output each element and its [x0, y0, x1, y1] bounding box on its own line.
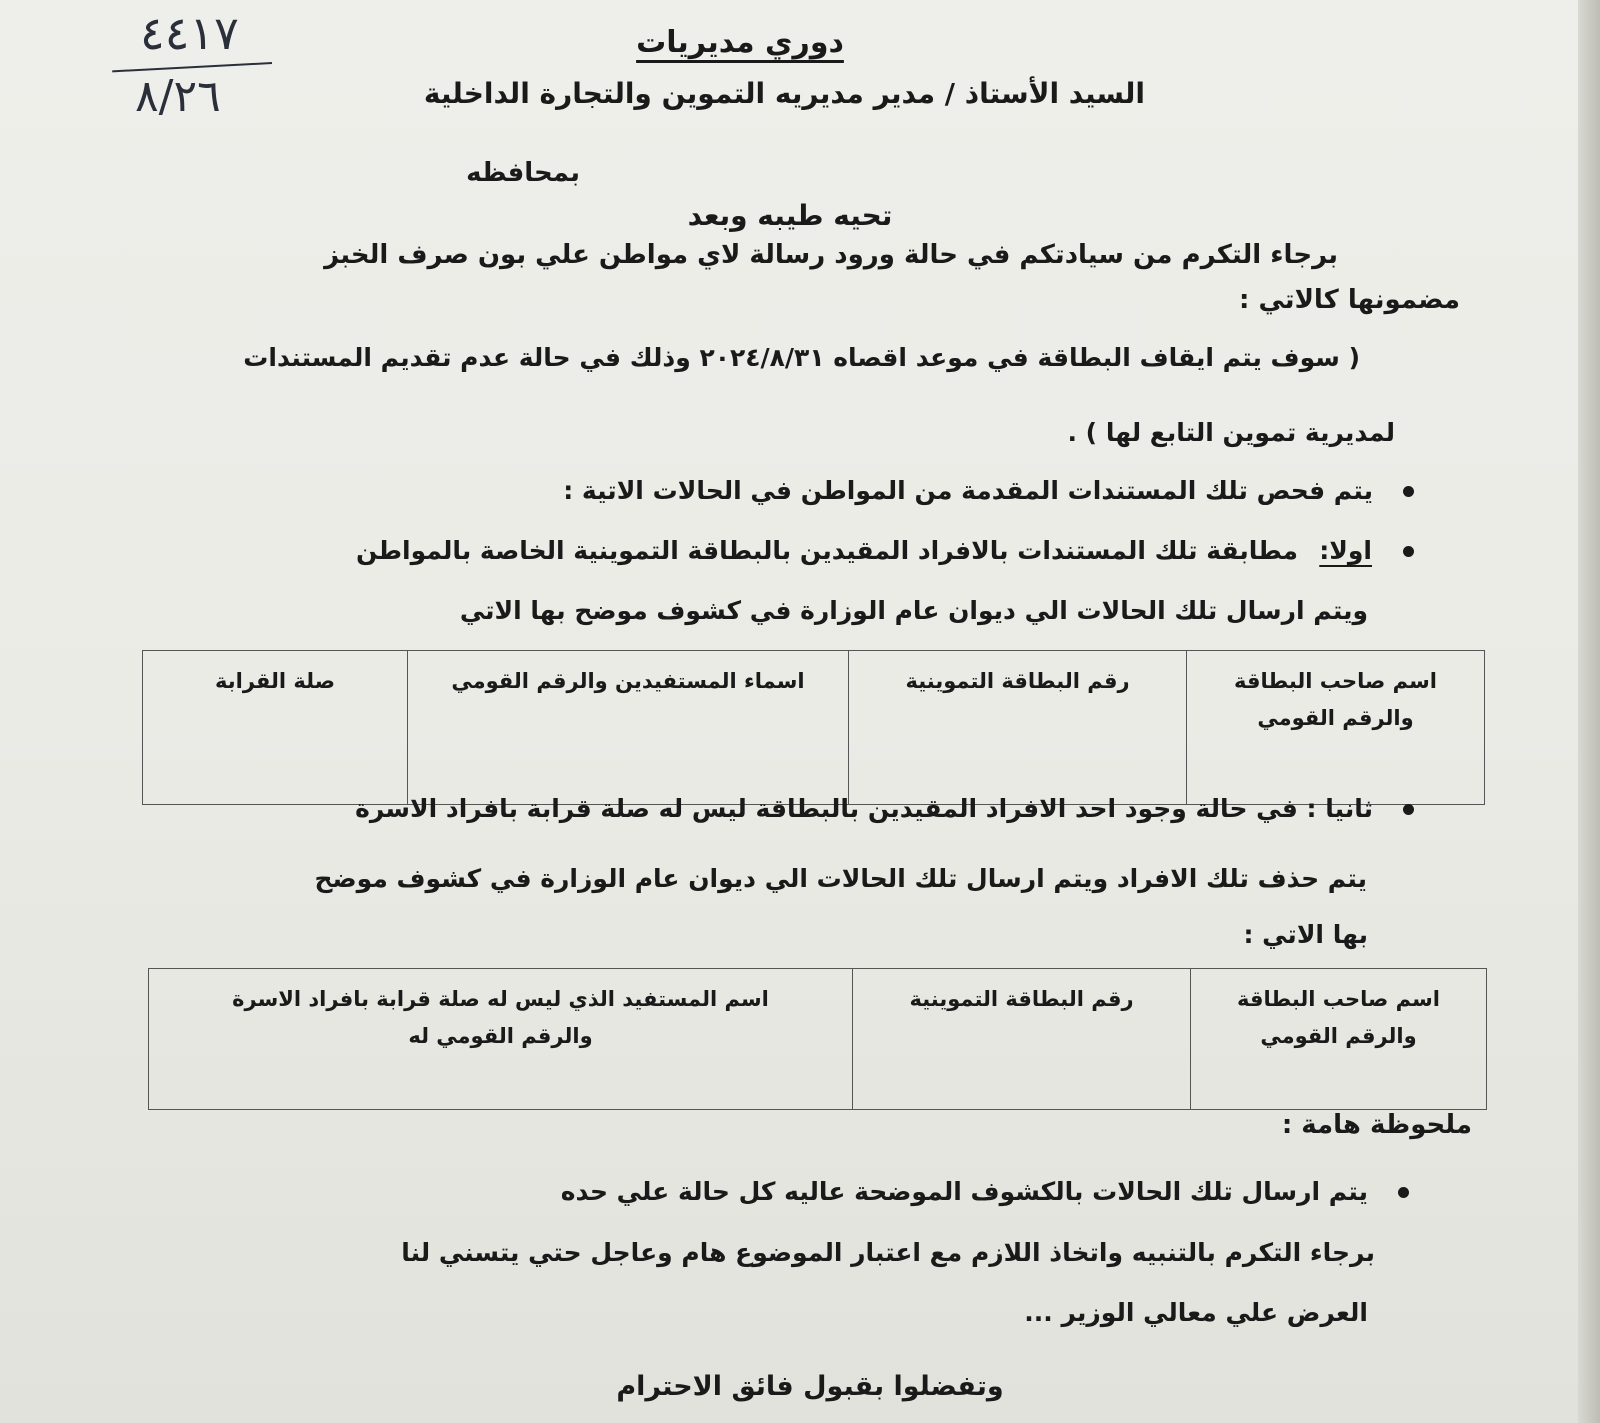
table-cell-card-number — [853, 969, 1191, 1110]
table-header-row — [143, 651, 1485, 805]
intro-line-2: مضمونها كالاتي : — [1239, 285, 1460, 315]
greeting-line: تحيه طيبه وبعد — [687, 199, 893, 232]
first-case-line-2: ويتم ارسال تلك الحالات الي ديوان عام الوزارة في كشوف موضح بها الاتي — [459, 596, 1368, 625]
closing-line-2: العرض علي معالي الوزير ... — [1024, 1298, 1368, 1327]
bullet-dot — [1403, 546, 1414, 557]
table-cell-card-owner — [1191, 969, 1487, 1110]
table-cell-relationship — [143, 651, 408, 805]
note-title: ملحوظة هامة : — [1281, 1110, 1472, 1140]
first-case-label: اولا: — [1319, 536, 1372, 565]
cell-text: اسم صاحب البطاقة — [1237, 987, 1440, 1011]
quote-line-2: لمديرية تموين التابع لها ) . — [1067, 418, 1395, 447]
cell-text: والرقم القومي — [1260, 1023, 1417, 1048]
table-header-row — [149, 969, 1487, 1110]
governorate-line: بمحافظه — [466, 158, 580, 188]
note-bullet: يتم ارسال تلك الحالات بالكشوف الموضحة عاليه كل حالة علي حده — [560, 1177, 1368, 1206]
table-cell-unrelated-beneficiary — [149, 969, 853, 1110]
cell-text: اسماء المستفيدين والرقم القومي — [451, 669, 805, 693]
intro-line-1: برجاء التكرم من سيادتكم في حالة ورود رسالة لاي مواطن علي بون صرف الخبز — [324, 240, 1338, 270]
bullet-dot — [1403, 486, 1414, 497]
table-cell-card-owner — [1187, 651, 1485, 805]
bullet-dot — [1403, 804, 1414, 815]
table-unrelated-members — [148, 968, 1487, 1110]
table-cell-beneficiaries — [408, 651, 849, 805]
second-case-line-2: يتم حذف تلك الافراد ويتم ارسال تلك الحالات الي ديوان عام الوزارة في كشوف موضح — [314, 864, 1367, 893]
bullet-dot — [1398, 1187, 1409, 1198]
cell-text: اسم المستفيد الذي ليس له صلة قرابة بافراد الاسرة — [232, 987, 769, 1011]
signoff-line: وتفضلوا بقبول فائق الاحترام — [616, 1371, 1004, 1402]
cell-text: صلة القرابة — [215, 669, 335, 693]
closing-line-1: برجاء التكرم بالتنبيه واتخاذ اللازم مع اعتبار الموضوع هام وعاجل حتي يتسني لنا — [401, 1238, 1375, 1267]
cell-text: والرقم القومي — [1257, 705, 1414, 730]
cell-text: رقم البطاقة التموينية — [905, 669, 1130, 693]
bullet-check-documents: يتم فحص تلك المستندات المقدمة من المواطن في الحالات الاتية : — [563, 476, 1373, 505]
handwritten-date: ٨/٢٦ — [135, 71, 221, 122]
first-case-line-1: مطابقة تلك المستندات بالافراد المقيدين بالبطاقة التموينية الخاصة بالمواطن — [356, 536, 1298, 565]
quote-line-1: ( سوف يتم ايقاف البطاقة في موعد اقصاه ٢٠٢٤/٨/٣١ وذلك في حالة عدم تقديم المستندات — [243, 343, 1360, 372]
addressee-line: السيد الأستاذ / مدير مديريه التموين والتجارة الداخلية — [423, 77, 1145, 110]
second-case-line-1: ثانيا : في حالة وجود احد الافراد المقيدين بالبطاقة ليس له صلة قرابة بافراد الاسرة — [355, 794, 1373, 823]
cell-text: اسم صاحب البطاقة — [1234, 669, 1437, 693]
table-beneficiaries — [142, 650, 1485, 805]
doc-title: دوري مديريات — [636, 25, 844, 60]
table-cell-card-number — [849, 651, 1187, 805]
cell-text: رقم البطاقة التموينية — [909, 987, 1134, 1011]
handwritten-number: ٤٤١٧ — [140, 6, 239, 60]
cell-text: والرقم القومي له — [408, 1023, 593, 1048]
second-case-line-3: بها الاتي : — [1243, 920, 1368, 949]
